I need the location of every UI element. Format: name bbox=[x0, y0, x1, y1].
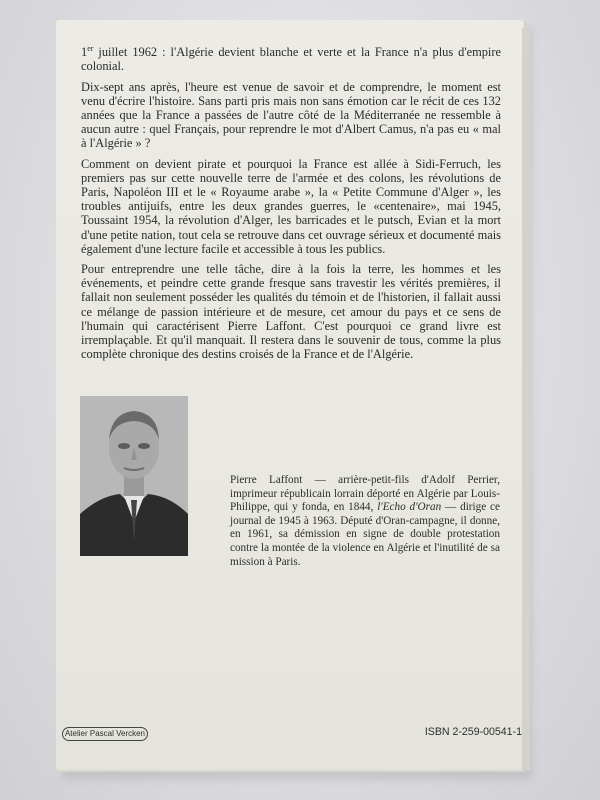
author-portrait-drawing bbox=[80, 396, 188, 556]
blurb-paragraph-1 bbox=[81, 42, 501, 74]
date-superscript: er bbox=[87, 44, 94, 53]
isbn-number: ISBN 2-259-00541-1 bbox=[424, 726, 522, 738]
author-portrait bbox=[80, 396, 188, 556]
newspaper-title: l'Echo d'Oran bbox=[377, 501, 442, 514]
author-bio bbox=[230, 474, 500, 569]
author-bio-part-1: Pierre Laffont — arrière-petit-fils d'Adolf Perrier, imprimeur républicain lorrain déporté en Algérie par Louis-Philippe, qui y fonda, en 1844, bbox=[230, 474, 500, 514]
publisher-label: Atelier Pascal Vercken bbox=[62, 727, 148, 741]
author-bio-part-2: — dirige ce journal de 1945 à 1963. Député d'Oran-campagne, il donne, en 1961, sa démission en signe de double protestation contre la montée de la violence en Algérie et l'inutilité de sa mission à Paris. bbox=[230, 501, 500, 568]
blurb-paragraph-4: Pour entreprendre une telle tâche, dire à la fois la terre, les hommes et les événements, et peindre cette grande fresque sans travestir les vérités premières, il fallait non seulement posséder les qualités du témoin et de l'historien, il fallait aussi ce mélange de passion intérieure et de mesure, cet amour du pays et ce sens de l'humain qui caractérisent Pierre Laffont. C'est pourquoi ce grand livre est irremplaçable. Et qu'il manquait. Il restera dans le souvenir de tous, comme la plus complète chronique des destins croisés de la France et de l'Algérie. bbox=[81, 261, 501, 362]
blurb-paragraph-2: Dix-sept ans après, l'heure est venue de savoir et de comprendre, le moment est venu d'écrire l'histoire. Sans parti pris mais non sans émotion car le récit de ces 132 années que la France a passées de l'autre côté de la Méditerranée ne ressemble à aucun autre : quel Français, pour reprendre le mot d'Albert Camus, n'a pas eu « mal à l'Algérie » ? bbox=[81, 79, 501, 151]
blurb-text bbox=[81, 42, 501, 367]
blurb-paragraph-3: Comment on devient pirate et pourquoi la France est allée à Sidi-Ferruch, les premiers pas sur cette nouvelle terre de l'armée et des colons, les révolutions de Paris, Napoléon III et le « Royaume arabe », la « Petite Commune d'Alger », les troubles antijuifs, entre les deux grandes guerres, le «centenaire», mai 1945, Toussaint 1954, la révolution d'Alger, les barricades et le putsch, Evian et la mort d'une petite nation, tout cela se retrouve dans cet ouvrage sérieux et documenté mais également d'une lecture facile et accessible à tous les publics. bbox=[81, 156, 501, 256]
date-number: 1 bbox=[81, 45, 88, 60]
blurb-paragraph-1-text: juillet 1962 : l'Algérie devient blanche et verte et la France n'a plus d'empire colonial. bbox=[81, 45, 501, 74]
book-page-edge bbox=[522, 28, 530, 770]
